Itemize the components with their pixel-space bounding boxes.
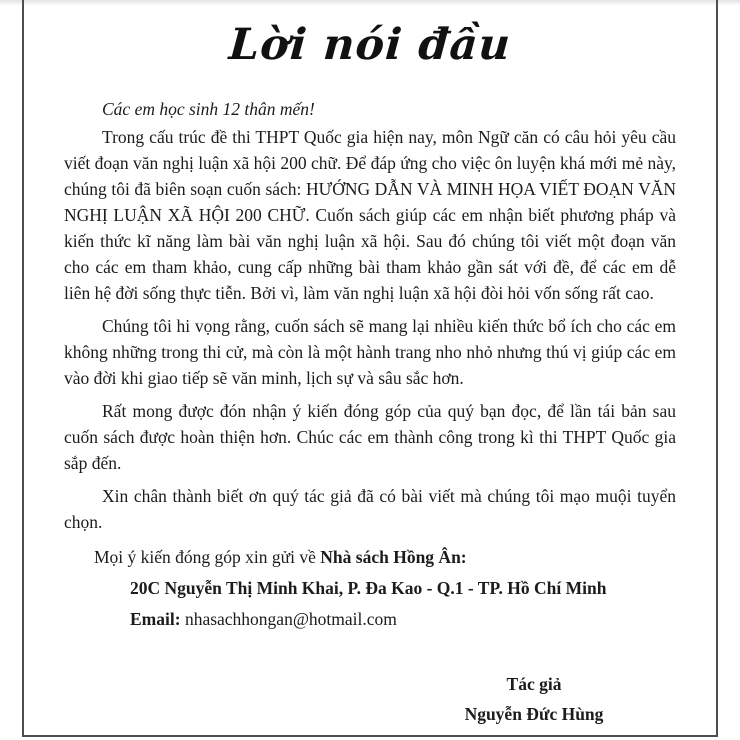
signature-block xyxy=(404,669,664,729)
paragraph-thanks: Xin chân thành biết ơn quý tác giả đã có bài viết mà chúng tôi mạo muội tuyển chọn. xyxy=(64,486,676,532)
signature-name: Nguyễn Đức Hùng xyxy=(464,704,604,724)
publisher-name: Nhà sách Hồng Ân: xyxy=(320,547,467,567)
contact-intro-text: Mọi ý kiến đóng góp xin gửi về xyxy=(94,547,321,567)
paragraph-feedback: Rất mong được đón nhận ý kiến đóng góp của quý bạn đọc, để lần tái bản sau cuốn sách được hoàn thiện hơn. Chúc các em thành công trong kì thi THPT Quốc gia sắp đến. xyxy=(64,401,676,473)
signature-role: Tác giả xyxy=(506,674,562,694)
publisher-email-line xyxy=(130,604,676,635)
page-title: Lời nói đầu xyxy=(227,20,513,70)
document-page xyxy=(64,0,676,729)
contact-intro-line xyxy=(64,542,676,573)
paragraph-intro-book: Trong cấu trúc đề thi THPT Quốc gia hiện nay, môn Ngữ căn có câu hỏi yêu cầu viết đoạn văn nghị luận xã hội 200 chữ. Để đáp ứng cho việc ôn luyện khá mới mẻ này, chúng tôi đã biên soạn cuốn sách: HƯỚNG DẪN VÀ MINH HỌA VIẾT ĐOẠN VĂN NGHỊ LUẬN XÃ HỘI 200 CHỮ. Cuốn sách giúp các em nhận biết phương pháp và kiến thức kĩ năng làm bài văn nghị luận xã hội. Sau đó chúng tôi viết một đoạn văn cho các em tham khảo, cung cấp những bài tham khảo gần sát với đề, để các em dễ liên hệ đời sống thực tiễn. Bởi vì, làm văn nghị luận xã hội đòi hỏi vốn sống rất cao. xyxy=(64,127,676,303)
email-address: nhasachhongan@hotmail.com xyxy=(180,609,397,629)
salutation-line: Các em học sinh 12 thân mến! xyxy=(102,99,315,119)
publisher-address: 20C Nguyễn Thị Minh Khai, P. Đa Kao - Q.1 - TP. Hồ Chí Minh xyxy=(130,578,607,598)
email-label: Email: xyxy=(130,609,181,629)
paragraph-hope: Chúng tôi hi vọng rằng, cuốn sách sẽ mang lại nhiều kiến thức bổ ích cho các em không những trong thi cử, mà còn là một hành trang nho nhỏ nhưng thú vị giúp các em vào đời khi giao tiếp sẽ văn minh, lịch sự và sâu sắc hơn. xyxy=(64,316,676,388)
